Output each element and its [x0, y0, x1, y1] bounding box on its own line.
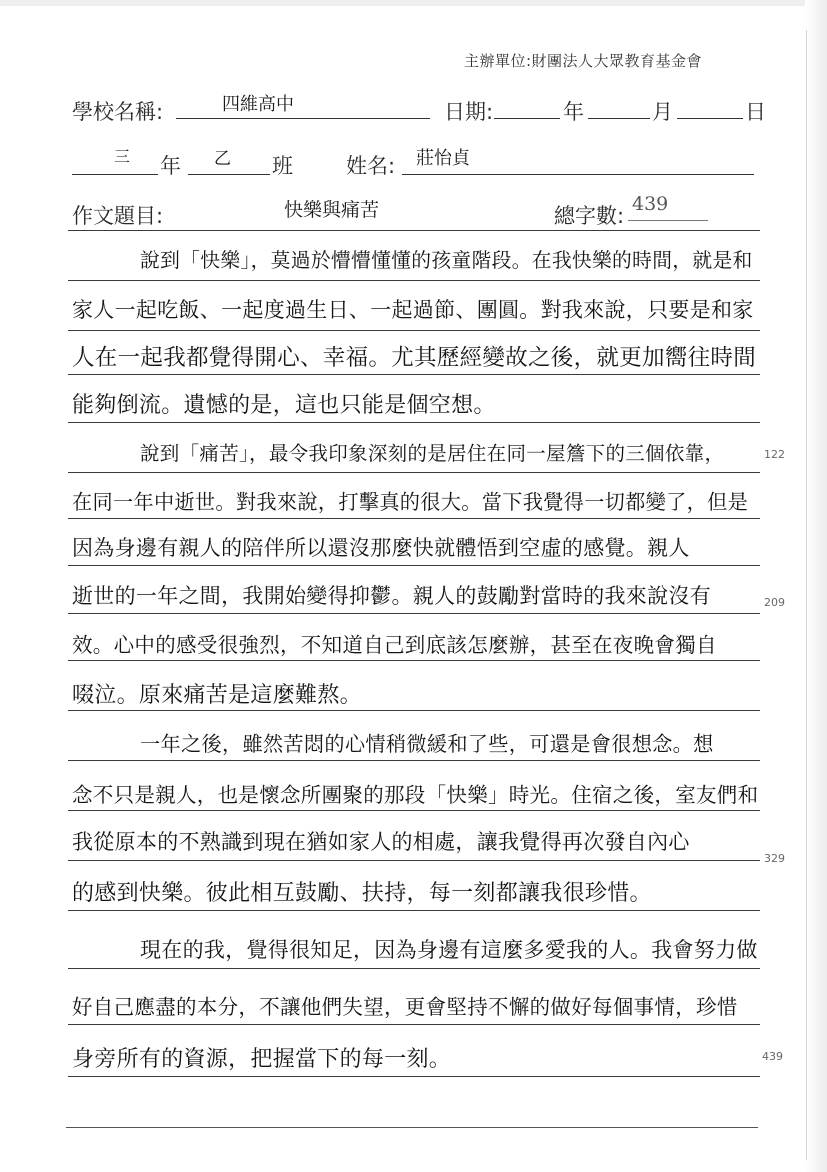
month-underline: [588, 118, 650, 119]
essay-line: 啜泣。原來痛苦是這麼難熬。: [72, 683, 362, 708]
day-unit: 日: [745, 100, 766, 124]
essay-line: 逝世的一年之間，我開始變得抑鬱。親人的鼓勵對當時的我來說沒有: [72, 584, 711, 608]
date-label: 日期:: [444, 100, 494, 124]
grade-underline: [72, 174, 158, 175]
essay-line: 的感到快樂。彼此相互鼓勵、扶持，每一刻都讓我很珍惜。: [72, 881, 652, 906]
ruled-line: [68, 374, 760, 375]
ruled-line: [68, 472, 760, 473]
grade-value: 三: [114, 147, 131, 166]
wordcount-underline: [628, 220, 708, 221]
scan-edge-right: [805, 0, 827, 1172]
ruled-line: [68, 280, 760, 281]
ruled-line: [68, 810, 760, 811]
essay-title: 快樂與痛苦: [284, 199, 380, 221]
school-label: 學校名稱:: [72, 100, 164, 124]
margin-count-note: 329: [764, 852, 785, 865]
grade-unit: 年: [160, 154, 181, 178]
class-underline: [188, 174, 270, 175]
ruled-line: [68, 422, 760, 423]
scan-edge-line: [806, 30, 807, 1160]
essay-line: 家人一起吃飯、一起度過生日、一起過節、團圓。對我來說，只要是和家: [72, 298, 754, 322]
essay-line: 人在一起我都覺得開心、幸福。尤其歷經變故之後，就更加嚮往時間: [72, 345, 757, 371]
name-label: 姓名:: [346, 154, 396, 178]
ruled-line: [68, 613, 760, 614]
scan-edge-top: [0, 0, 827, 6]
essay-line: 因為身邊有親人的陪伴所以還沒那麼快就體悟到空虛的感覺。親人: [72, 536, 690, 560]
ruled-line: [68, 860, 760, 861]
ruled-line: [68, 1076, 760, 1077]
ruled-line: [68, 910, 760, 911]
class-unit: 班: [272, 154, 293, 178]
school-value: 四維高中: [222, 94, 294, 115]
essay-line: 在同一年中逝世。對我來說，打擊真的很大。當下我覺得一切都變了，但是: [72, 490, 749, 514]
wordcount-value: 439: [632, 193, 669, 215]
essay-line: 我從原本的不熟識到現在猶如家人的相處，讓我覺得再次發自內心: [72, 830, 690, 854]
year-unit: 年: [563, 100, 584, 124]
essay-line: 好自己應盡的本分，不讓他們失望，更會堅持不懈的做好每個事情，珍惜: [72, 995, 738, 1019]
essay-line: 一年之後，雖然苦悶的心情稍微緩和了些，可還是會很想念。想: [140, 732, 714, 756]
essay-line: 念不只是親人，也是懷念所團聚的那段「快樂」時光。住宿之後，室友們和: [72, 783, 759, 807]
wordcount-label: 總字數:: [554, 204, 625, 228]
ruled-line: [68, 565, 760, 566]
margin-count-note: 122: [764, 448, 785, 461]
essay-line: 效。心中的感受很強烈，不知道自己到底該怎麼辦，甚至在夜晚會獨自: [72, 633, 717, 657]
sponsor-label: 主辦單位:財團法人大眾教育基金會: [464, 52, 703, 70]
margin-count-note: 209: [764, 596, 785, 609]
day-underline: [677, 118, 743, 119]
ruled-line: [68, 1024, 760, 1025]
essay-line: 現在的我，覺得很知足，因為身邊有這麼多愛我的人。我會努力做: [140, 938, 758, 962]
margin-count-note: 439: [762, 1050, 783, 1063]
name-underline: [402, 174, 754, 175]
ruled-line: [68, 330, 760, 331]
essay-line: 說到「快樂」，莫過於懵懵懂懂的孩童階段。在我快樂的時間，就是和: [140, 249, 753, 272]
ruled-line: [68, 660, 760, 661]
ruled-line: [68, 710, 760, 711]
essay-line: 說到「痛苦」，最令我印象深刻的是居住在同一屋簷下的三個依靠，: [140, 442, 725, 465]
ruled-line: [68, 518, 760, 519]
name-value: 莊怡貞: [416, 148, 470, 169]
year-underline: [494, 118, 560, 119]
class-value: 乙: [214, 149, 231, 169]
ruled-line: [68, 760, 760, 761]
ruled-line: [68, 968, 760, 969]
title-label: 作文題目:: [72, 204, 164, 228]
essay-line: 身旁所有的資源，把握當下的每一刻。: [72, 1047, 452, 1072]
school-underline: [176, 118, 430, 119]
essay-line: 能夠倒流。遺憾的是，這也只能是個空想。: [72, 393, 496, 418]
ruled-line: [68, 230, 760, 231]
bottom-rule: [66, 1127, 758, 1128]
month-unit: 月: [652, 100, 673, 124]
